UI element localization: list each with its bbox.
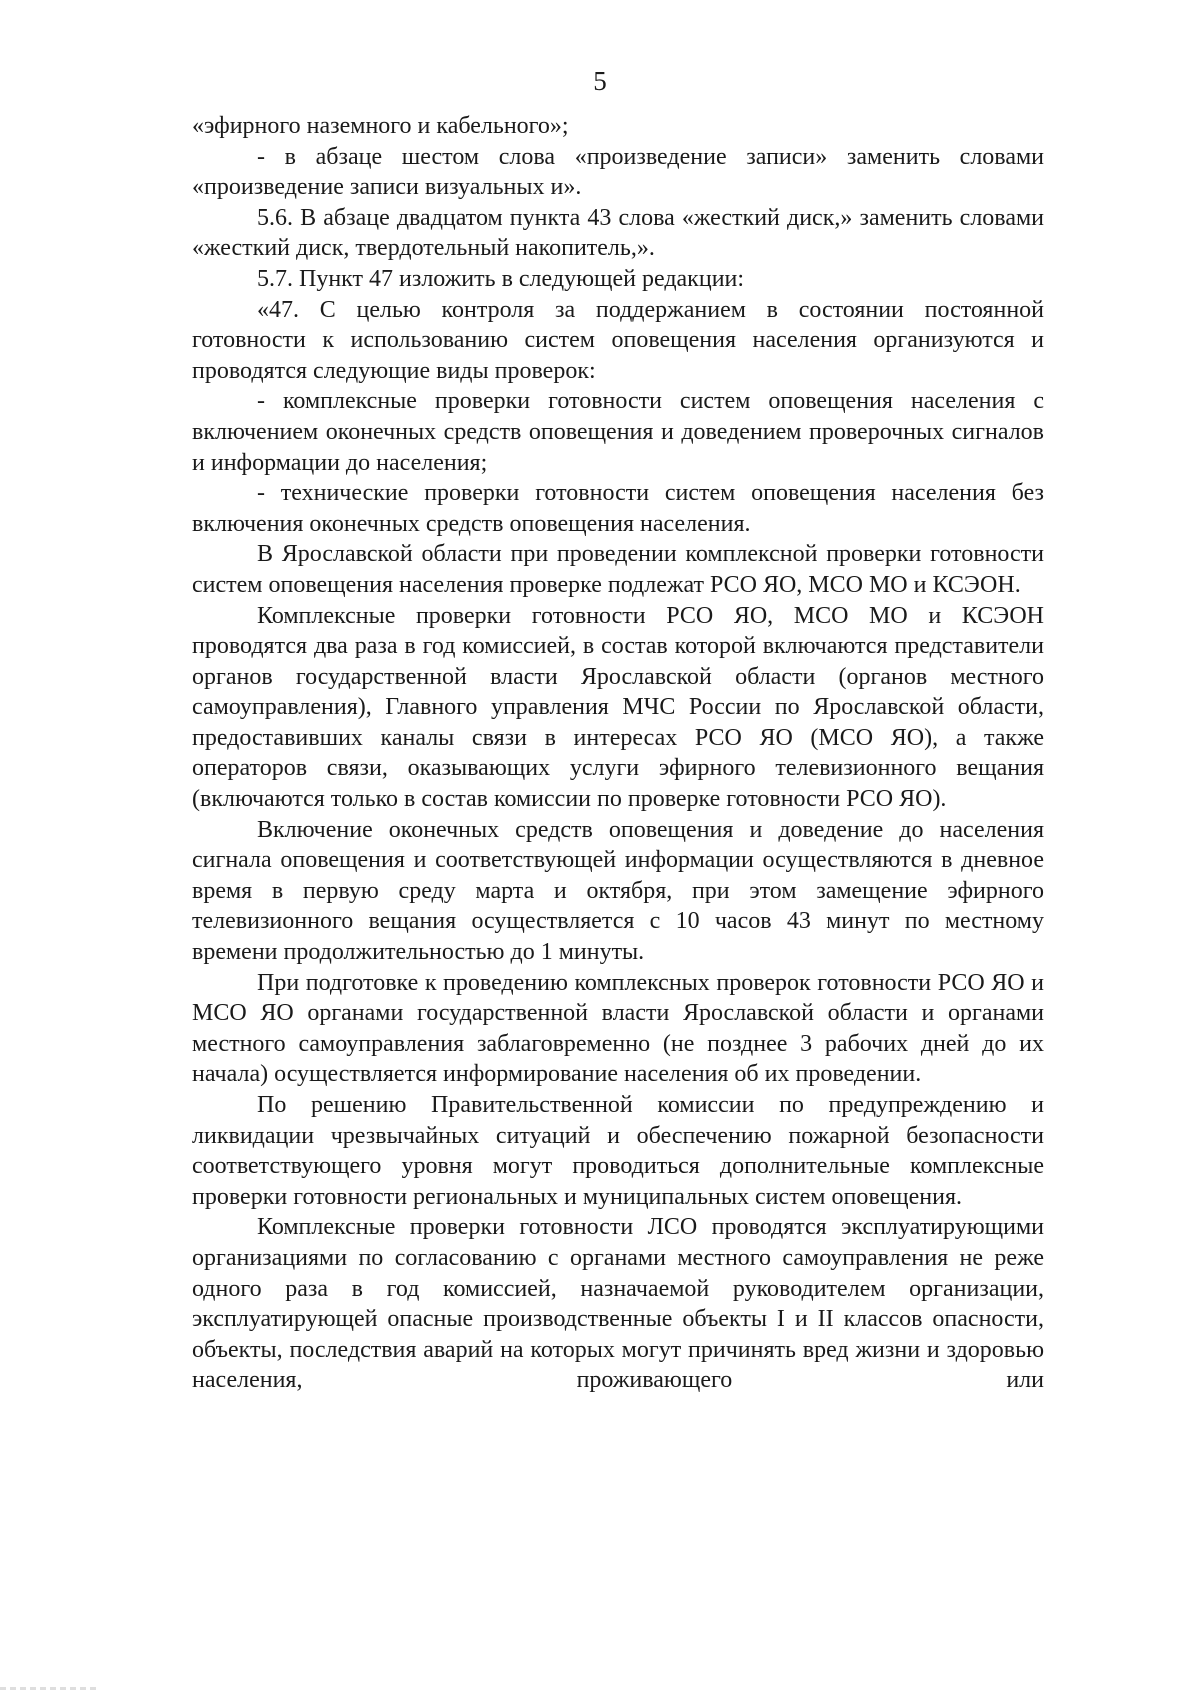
scan-artifact — [0, 1687, 100, 1690]
paragraph: - комплексные проверки готовности систем оповещения населения с включением оконечных средств оповещения и доведением проверочных сигналов и информации до населения; — [192, 388, 1044, 476]
paragraph: - в абзаце шестом слова «произведение записи» заменить словами «произведение записи визуальных и». — [192, 143, 1044, 201]
paragraph: «эфирного наземного и кабельного»; — [192, 113, 569, 139]
paragraph: 5.7. Пункт 47 изложить в следующей редакции: — [257, 265, 745, 292]
document-body — [192, 111, 1044, 1396]
paragraph: По решению Правительственной комиссии по предупреждению и ликвидации чрезвычайных ситуаций и обеспечению пожарной безопасности соответствующего уровня могут проводиться дополнительные комплексные проверки готовности региональных и муниципальных систем оповещения. — [192, 1092, 1044, 1210]
paragraph: 5.6. В абзаце двадцатом пункта 43 слова «жесткий диск,» заменить словами «жесткий диск, твердотельный накопитель,». — [192, 204, 1044, 262]
paragraph: При подготовке к проведению комплексных проверок готовности РСО ЯО и МСО ЯО органами государственной власти Ярославской области и органами местного самоуправления заблаговременно (не позднее 3 рабочих дней до их начала) осуществляется информирование населения об их проведении. — [192, 969, 1044, 1088]
paragraph: Включение оконечных средств оповещения и доведение до населения сигнала оповещения и соответствующей информации осуществляются в дневное время в первую среду марта и октября, при этом замещение эфирного телевизионного вещания осуществляется с 10 часов 43 минут по местному времени продолжительностью до 1 минуты. — [192, 816, 1044, 966]
paragraph: «47. С целью контроля за поддержанием в состоянии постоянной готовности к использованию систем оповещения населения организуются и проводятся следующие виды проверок: — [192, 296, 1044, 384]
page-number: 5 — [593, 66, 607, 96]
paragraph: Комплексные проверки готовности ЛСО проводятся эксплуатирующими организациями по согласованию с органами местного самоуправления не реже одного раза в год комиссией, назначаемой руководителем организации, эксплуатирующей опасные производственные объекты I и II классов опасности, объекты, последствия аварий на которых могут причинять вред жизни и здоровью населения, проживающего или — [192, 1214, 1044, 1394]
paragraph: Комплексные проверки готовности РСО ЯО, МСО МО и КСЭОН проводятся два раза в год комиссией, в состав которой включаются представители органов государственной власти Ярославской области (органов местного самоуправления), Главного управления МЧС России по Ярославской области, предоставивших каналы связи в интересах РСО ЯО (МСО ЯО), а также операторов связи, оказывающих услуги эфирного телевизионного вещания (включаются только в состав комиссии по проверке готовности РСО ЯО). — [192, 602, 1044, 813]
paragraph: В Ярославской области при проведении комплексной проверки готовности систем оповещения населения проверке подлежат РСО ЯО, МСО МО и КСЭОН. — [192, 541, 1044, 598]
paragraph: - технические проверки готовности систем оповещения населения без включения оконечных средств оповещения населения. — [192, 480, 1044, 537]
